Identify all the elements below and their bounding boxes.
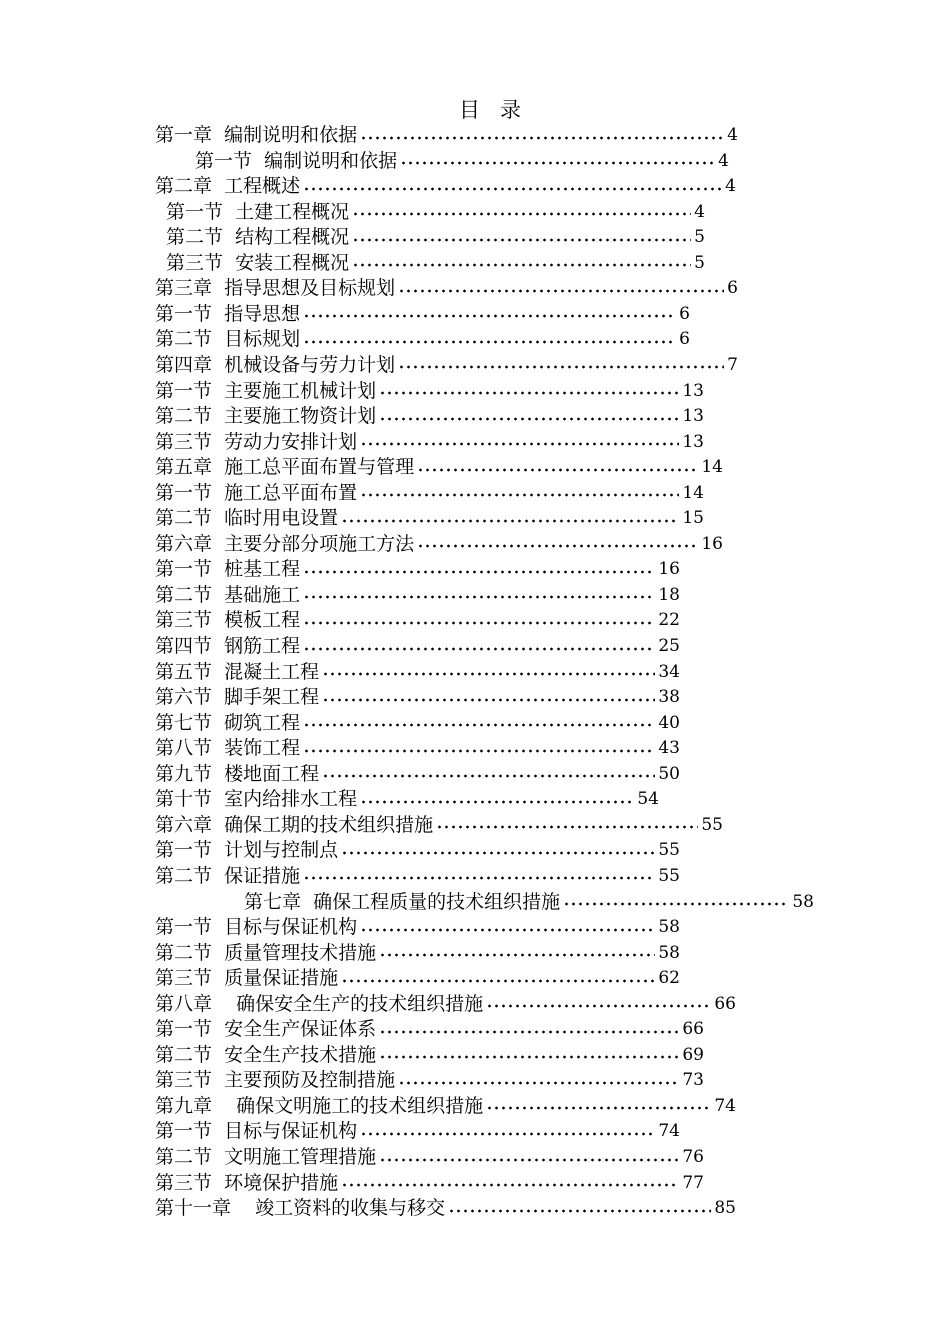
toc-entry-label: 第一节 安全生产保证体系: [155, 1018, 377, 1041]
toc-entry-page-number: 5: [694, 252, 705, 273]
toc-entry: [155, 583, 680, 608]
toc-entry-label: 第八节 装饰工程: [155, 737, 301, 760]
toc-entry-label: 第十节 室内给排水工程: [155, 788, 358, 811]
toc-entry-page-number: 4: [718, 150, 729, 171]
toc-entry-label: 第三节 环境保护措施: [155, 1171, 339, 1194]
toc-entry-page-number: 4: [694, 201, 705, 222]
toc-entry: [155, 762, 680, 787]
toc-entry-label: 第三节 质量保证措施: [155, 967, 339, 990]
toc-entry-label: 第一节 主要施工机械计划: [155, 379, 377, 402]
toc-entry-page-number: 85: [714, 1198, 736, 1219]
toc-entry-page-number: 69: [682, 1044, 704, 1065]
dot-leader: [322, 774, 655, 778]
toc-entry: [155, 787, 659, 812]
toc-entry-label: 第三节 安装工程概况: [166, 251, 350, 274]
toc-entry-label: 第三章 指导思想及目标规划: [155, 277, 396, 300]
toc-entry: [155, 1068, 704, 1093]
toc-entry-page-number: 73: [682, 1070, 704, 1091]
toc-entry-label: 第二节 临时用电设置: [155, 507, 339, 530]
toc-entry: [155, 813, 723, 838]
toc-entry: [155, 1043, 704, 1068]
toc-title: 目录: [459, 98, 541, 122]
toc-entry-label: 第七节 砌筑工程: [155, 711, 301, 734]
toc-entry-label: 第一节 目标与保证机构: [155, 1120, 358, 1143]
toc-entry-label: 第九节 楼地面工程: [155, 762, 320, 785]
toc-entry: [155, 174, 736, 199]
toc-entry: [155, 506, 704, 531]
toc-entry: [166, 251, 705, 276]
dot-leader: [352, 263, 691, 267]
toc-entry-label: 第二节 结构工程概况: [166, 226, 350, 249]
dot-leader: [303, 595, 655, 599]
dot-leader: [379, 417, 679, 421]
dot-leader: [436, 825, 698, 829]
toc-entry: [155, 711, 680, 736]
toc-entry-page-number: 66: [714, 993, 736, 1014]
toc-entry: [155, 1119, 680, 1144]
toc-entry-label: 第二章 工程概述: [155, 175, 301, 198]
dot-leader: [360, 493, 679, 497]
toc-entry: [155, 941, 680, 966]
dot-leader: [360, 928, 655, 932]
toc-entry-label: 第三节 主要预防及控制措施: [155, 1069, 396, 1092]
dot-leader: [360, 136, 724, 140]
dot-leader: [448, 1209, 711, 1213]
toc-entry-label: 第一节 编制说明和依据: [195, 149, 398, 172]
toc-entry: [155, 992, 736, 1017]
toc-entry-page-number: 58: [792, 891, 814, 912]
toc-entry: [155, 557, 680, 582]
toc-entry-page-number: 4: [727, 125, 738, 145]
dot-leader: [360, 442, 679, 446]
toc-entry-label: 第六章 主要分部分项施工方法: [155, 532, 415, 555]
dot-leader: [486, 1106, 711, 1110]
toc-entry: [155, 1196, 736, 1221]
toc-entry-page-number: 34: [658, 661, 680, 682]
dot-leader: [379, 1158, 679, 1162]
dot-leader: [322, 672, 655, 676]
dot-leader: [398, 365, 724, 369]
dot-leader: [303, 621, 655, 625]
toc-entry-label: 第九章 确保文明施工的技术组织措施: [155, 1094, 484, 1117]
toc-entry-page-number: 66: [682, 1019, 704, 1040]
dot-leader: [400, 161, 715, 165]
toc-entry-page-number: 4: [725, 176, 736, 197]
dot-leader: [379, 391, 679, 395]
toc-entry: [155, 660, 680, 685]
dot-leader: [398, 289, 724, 293]
toc-entry-page-number: 16: [658, 559, 680, 580]
toc-entry-label: 第一章 编制说明和依据: [155, 124, 358, 146]
dot-leader: [379, 1030, 679, 1034]
dot-leader: [352, 212, 691, 216]
toc-entry-label: 第七章 确保工程质量的技术组织措施: [244, 890, 561, 913]
toc-entry-page-number: 6: [679, 329, 690, 350]
toc-entry: [155, 455, 723, 480]
toc-entry-page-number: 62: [658, 968, 680, 989]
toc-entry-label: 第三节 模板工程: [155, 609, 301, 632]
toc-entry-page-number: 13: [682, 406, 704, 427]
toc-entry-label: 第二节 主要施工物资计划: [155, 405, 377, 428]
toc-entry-page-number: 16: [701, 533, 723, 554]
toc-entry-label: 第二节 保证措施: [155, 864, 301, 887]
toc-entry-label: 第五节 混凝土工程: [155, 660, 320, 683]
toc-entry: [155, 353, 738, 378]
toc-entry-page-number: 18: [658, 584, 680, 605]
toc-entry: [155, 864, 680, 889]
toc-entry-page-number: 5: [694, 227, 705, 248]
toc-entry: [166, 225, 705, 250]
toc-entry: [155, 302, 690, 327]
toc-entry-page-number: 6: [727, 278, 738, 299]
toc-entry-label: 第六节 脚手架工程: [155, 686, 320, 709]
toc-entry-page-number: 6: [679, 303, 690, 324]
toc-entry-label: 第一节 目标与保证机构: [155, 916, 358, 939]
toc-entry: [155, 404, 704, 429]
toc-entry: [155, 1017, 704, 1042]
toc-entry-label: 第二节 质量管理技术措施: [155, 941, 377, 964]
toc-entry-page-number: 58: [658, 942, 680, 963]
dot-leader: [303, 647, 655, 651]
toc-entry-page-number: 54: [637, 789, 659, 810]
toc-entry-page-number: 58: [658, 917, 680, 938]
toc-entry-label: 第八章 确保安全生产的技术组织措施: [155, 992, 484, 1015]
dot-leader: [360, 800, 634, 804]
toc-entry-label: 第一节 施工总平面布置: [155, 481, 358, 504]
toc-entry-label: 第一节 桩基工程: [155, 558, 301, 581]
dot-leader: [341, 851, 655, 855]
toc-entry: [155, 685, 680, 710]
dot-leader: [303, 570, 655, 574]
dot-leader: [398, 1081, 679, 1085]
toc-entry-page-number: 55: [701, 814, 723, 835]
toc-entry: [155, 327, 690, 352]
toc-entry-page-number: 74: [658, 1121, 680, 1142]
toc-entry-page-number: 13: [682, 431, 704, 452]
toc-entry-label: 第二节 安全生产技术措施: [155, 1043, 377, 1066]
dot-leader: [352, 238, 691, 242]
toc-entry-page-number: 38: [658, 687, 680, 708]
dot-leader: [379, 953, 655, 957]
toc-entry: [155, 1171, 704, 1196]
dot-leader: [303, 187, 722, 191]
toc-entry-label: 第十一章 竣工资料的收集与移交: [155, 1197, 446, 1220]
toc-entry-label: 第三节 劳动力安排计划: [155, 430, 358, 453]
toc-entry-label: 第六章 确保工期的技术组织措施: [155, 813, 434, 836]
dot-leader: [417, 544, 698, 548]
dot-leader: [563, 902, 789, 906]
dot-leader: [341, 519, 679, 523]
toc-entry: [195, 149, 729, 174]
toc-entry: [155, 379, 704, 404]
dot-leader: [486, 1004, 711, 1008]
toc-entry: [244, 890, 814, 915]
toc-entry: [155, 532, 723, 557]
toc-entry-label: 第四节 钢筋工程: [155, 635, 301, 657]
toc-entry-page-number: 40: [658, 712, 680, 733]
toc-entry-label: 第一节 指导思想: [155, 302, 301, 325]
toc-entry-page-number: 76: [682, 1147, 704, 1167]
toc-entry: [155, 634, 680, 659]
toc-entry: [155, 1094, 736, 1119]
toc-entry: [155, 1145, 704, 1170]
dot-leader: [303, 314, 676, 318]
dot-leader: [341, 979, 655, 983]
toc-entry: [166, 200, 705, 225]
toc-entry-page-number: 55: [658, 840, 680, 861]
toc-entry: [155, 915, 680, 940]
toc-entry-label: 第五章 施工总平面布置与管理: [155, 456, 415, 479]
dot-leader: [379, 1055, 679, 1059]
toc-entry-label: 第四章 机械设备与劳力计划: [155, 353, 396, 376]
dot-leader: [322, 698, 655, 702]
toc-entry-page-number: 15: [682, 508, 704, 529]
toc-entry-page-number: 13: [682, 380, 704, 401]
dot-leader: [360, 1132, 655, 1136]
toc-entry: [155, 966, 680, 991]
toc-entry-label: 第二节 基础施工: [155, 583, 301, 606]
toc-entry-page-number: 14: [682, 482, 704, 503]
toc-entry-page-number: 25: [658, 636, 680, 656]
toc-entry: [155, 481, 704, 506]
toc-entry-label: 第一节 计划与控制点: [155, 839, 339, 862]
toc-entry: [155, 736, 680, 761]
dot-leader: [303, 749, 655, 753]
toc-entry-page-number: 43: [658, 738, 680, 759]
toc-entry-page-number: 50: [658, 763, 680, 784]
dot-leader: [303, 876, 655, 880]
toc-entry-page-number: 77: [682, 1172, 704, 1193]
toc-entry: [155, 276, 738, 301]
toc-entry-page-number: 55: [658, 865, 680, 886]
toc-entry: [155, 608, 680, 633]
toc-entry: [155, 838, 680, 863]
toc-entry-label: 第二节 目标规划: [155, 328, 301, 351]
dot-leader: [303, 340, 676, 344]
toc-entry-page-number: 74: [714, 1095, 736, 1116]
toc-entry-label: 第一节 土建工程概况: [166, 200, 350, 223]
dot-leader: [417, 468, 698, 472]
toc-entry-label: 第二节 文明施工管理措施: [155, 1146, 377, 1168]
dot-leader: [303, 723, 655, 727]
toc-entry-page-number: 22: [658, 610, 680, 631]
toc-entry: [155, 123, 738, 148]
toc-entry: [155, 430, 704, 455]
dot-leader: [341, 1183, 679, 1187]
toc-entry-page-number: 14: [701, 457, 723, 478]
toc-entry-page-number: 7: [727, 354, 738, 375]
